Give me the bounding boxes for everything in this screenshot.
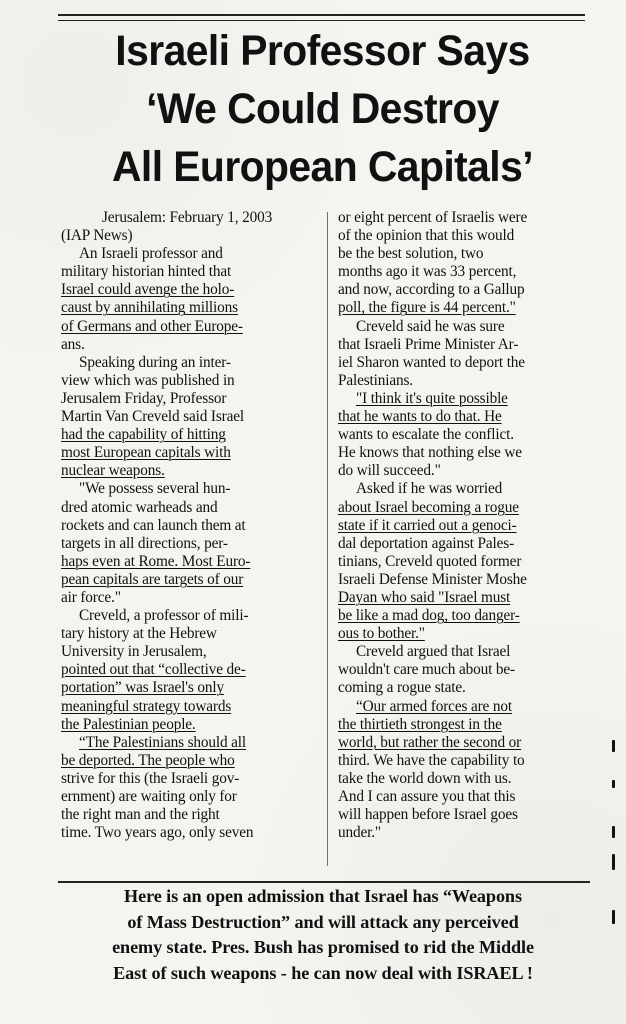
article-line: will happen before Israel goes [338, 806, 518, 824]
article-line: Jerusalem Friday, Professor [61, 389, 227, 407]
article-line: Speaking during an inter- [79, 353, 231, 371]
article-line-underlined: of Germans and other Europe- [61, 317, 243, 335]
article-line: months ago it was 33 percent, [338, 263, 517, 281]
edge-marks [612, 740, 620, 930]
caption-line-4: East of such weapons - he can now deal with ISRAEL ! [113, 962, 533, 983]
article-line: or eight percent of Israelis were [338, 209, 528, 226]
article-line: Creveld argued that Israel [356, 643, 511, 661]
article-line: iel Sharon wanted to deport the [338, 353, 525, 371]
dateline-1: Jerusalem: February 1, 2003 [101, 209, 273, 226]
caption-line-2: of Mass Destruction” and will attack any perceived [127, 911, 519, 932]
article-line: Palestinians. [338, 371, 413, 389]
article-line: view which was published in [61, 371, 235, 389]
headline [73, 22, 572, 196]
article-line: time. Two years ago, only seven [61, 824, 254, 842]
article-line-underlined: be like a mad dog, too danger- [338, 607, 520, 625]
article-line: rockets and can launch them at [61, 516, 246, 534]
headline-line-3: All European Capitals’ [111, 143, 533, 191]
article-line: Creveld said he was sure [356, 317, 505, 335]
article-line-underlined: the thirtieth strongest in the [338, 715, 502, 733]
article-line-underlined: most European capitals with [61, 444, 231, 462]
article-line-underlined: portation” was Israel's only [61, 679, 224, 697]
article-line: And I can assure you that this [338, 788, 516, 805]
article-line: ernment) are waiting only for [61, 788, 237, 805]
dateline-2: (IAP News) [61, 227, 133, 245]
article-line: the right man and the right [61, 806, 220, 824]
article-line: coming a rogue state. [338, 679, 466, 697]
article-line: ans. [61, 335, 85, 353]
article-line: Israeli Defense Minister Moshe [338, 570, 527, 588]
article-line: of the opinion that this would [338, 227, 515, 245]
right-column [338, 209, 602, 842]
article-line-underlined: haps even at Rome. Most Euro- [61, 552, 251, 570]
article-line: air force." [61, 588, 121, 606]
top-rule-secondary [58, 20, 585, 21]
article-line: Asked if he was worried [356, 480, 503, 498]
article-line: dred atomic warheads and [61, 498, 218, 516]
top-rule [58, 14, 585, 16]
article-line-underlined: that he wants to do that. He [338, 408, 502, 426]
column-divider [327, 212, 328, 866]
article-line: tary history at the Hebrew [61, 625, 217, 643]
caption-line-3: enemy state. Pres. Bush has promised to rid the Middle [112, 937, 534, 957]
headline-line-1: Israeli Professor Says [115, 27, 530, 75]
article-line-underlined: had the capability of hitting [61, 426, 226, 444]
article-line-underlined: pean capitals are targets of our [61, 570, 244, 588]
article-line: do will succeed." [338, 462, 441, 480]
article-line: Martin Van Creveld said Israel [61, 408, 244, 426]
article-line-underlined: "I think it's quite possible [356, 389, 508, 407]
article-line: strive for this (the Israeli gov- [61, 769, 240, 787]
article-line: be the best solution, two [338, 245, 484, 263]
article-line: He knows that nothing else we [338, 444, 522, 462]
article-line-underlined: Israel could avenge the holo- [61, 281, 235, 299]
article-line: University in Jerusalem, [61, 643, 207, 661]
caption [48, 884, 598, 986]
left-column [61, 209, 313, 842]
article-line-underlined: meaningful strategy towards [61, 697, 232, 715]
caption-rule [58, 881, 590, 883]
article-line: Creveld, a professor of mili- [79, 607, 249, 625]
article-line-underlined: be deported. The people who [61, 751, 235, 769]
headline-line-2: ‘We Could Destroy [146, 85, 499, 133]
article-line-underlined: the Palestinian people. [61, 715, 196, 733]
article-line: third. We have the capability to [338, 751, 525, 769]
article-line-underlined: about Israel becoming a rogue [338, 498, 519, 516]
article-line: tinians, Creveld quoted former [338, 552, 522, 570]
article-line: wouldn't care much about be- [338, 661, 515, 679]
article-line: targets in all directions, per- [61, 534, 228, 552]
article-line-underlined: ous to bother." [338, 625, 425, 643]
article-line-underlined: Dayan who said "Israel must [338, 588, 511, 606]
article-line-underlined: world, but rather the second or [338, 733, 522, 751]
caption-line-1: Here is an open admission that Israel has “Weapons [124, 886, 522, 906]
article-line: under." [338, 824, 382, 842]
article-line: An Israeli professor and [79, 245, 223, 263]
article-line: that Israeli Prime Minister Ar- [338, 335, 519, 353]
article-line-underlined: caust by annihilating millions [61, 299, 238, 317]
article-line: dal deportation against Pales- [338, 534, 515, 552]
article-line-underlined: “The Palestinians should all [79, 733, 247, 751]
article-line-underlined: pointed out that “collective de- [61, 661, 246, 679]
article-line: military historian hinted that [61, 263, 232, 281]
article-line-underlined: poll, the figure is 44 percent." [338, 299, 516, 317]
article-line: and now, according to a Gallup [338, 281, 525, 299]
article-line: "We possess several hun- [79, 480, 231, 498]
article-line: take the world down with us. [338, 769, 512, 787]
article-line-underlined: state if it carried out a genoci- [338, 516, 517, 534]
article-line: wants to escalate the conflict. [338, 426, 514, 444]
article-line-underlined: “Our armed forces are not [356, 697, 512, 715]
article-line-underlined: nuclear weapons. [61, 462, 165, 480]
